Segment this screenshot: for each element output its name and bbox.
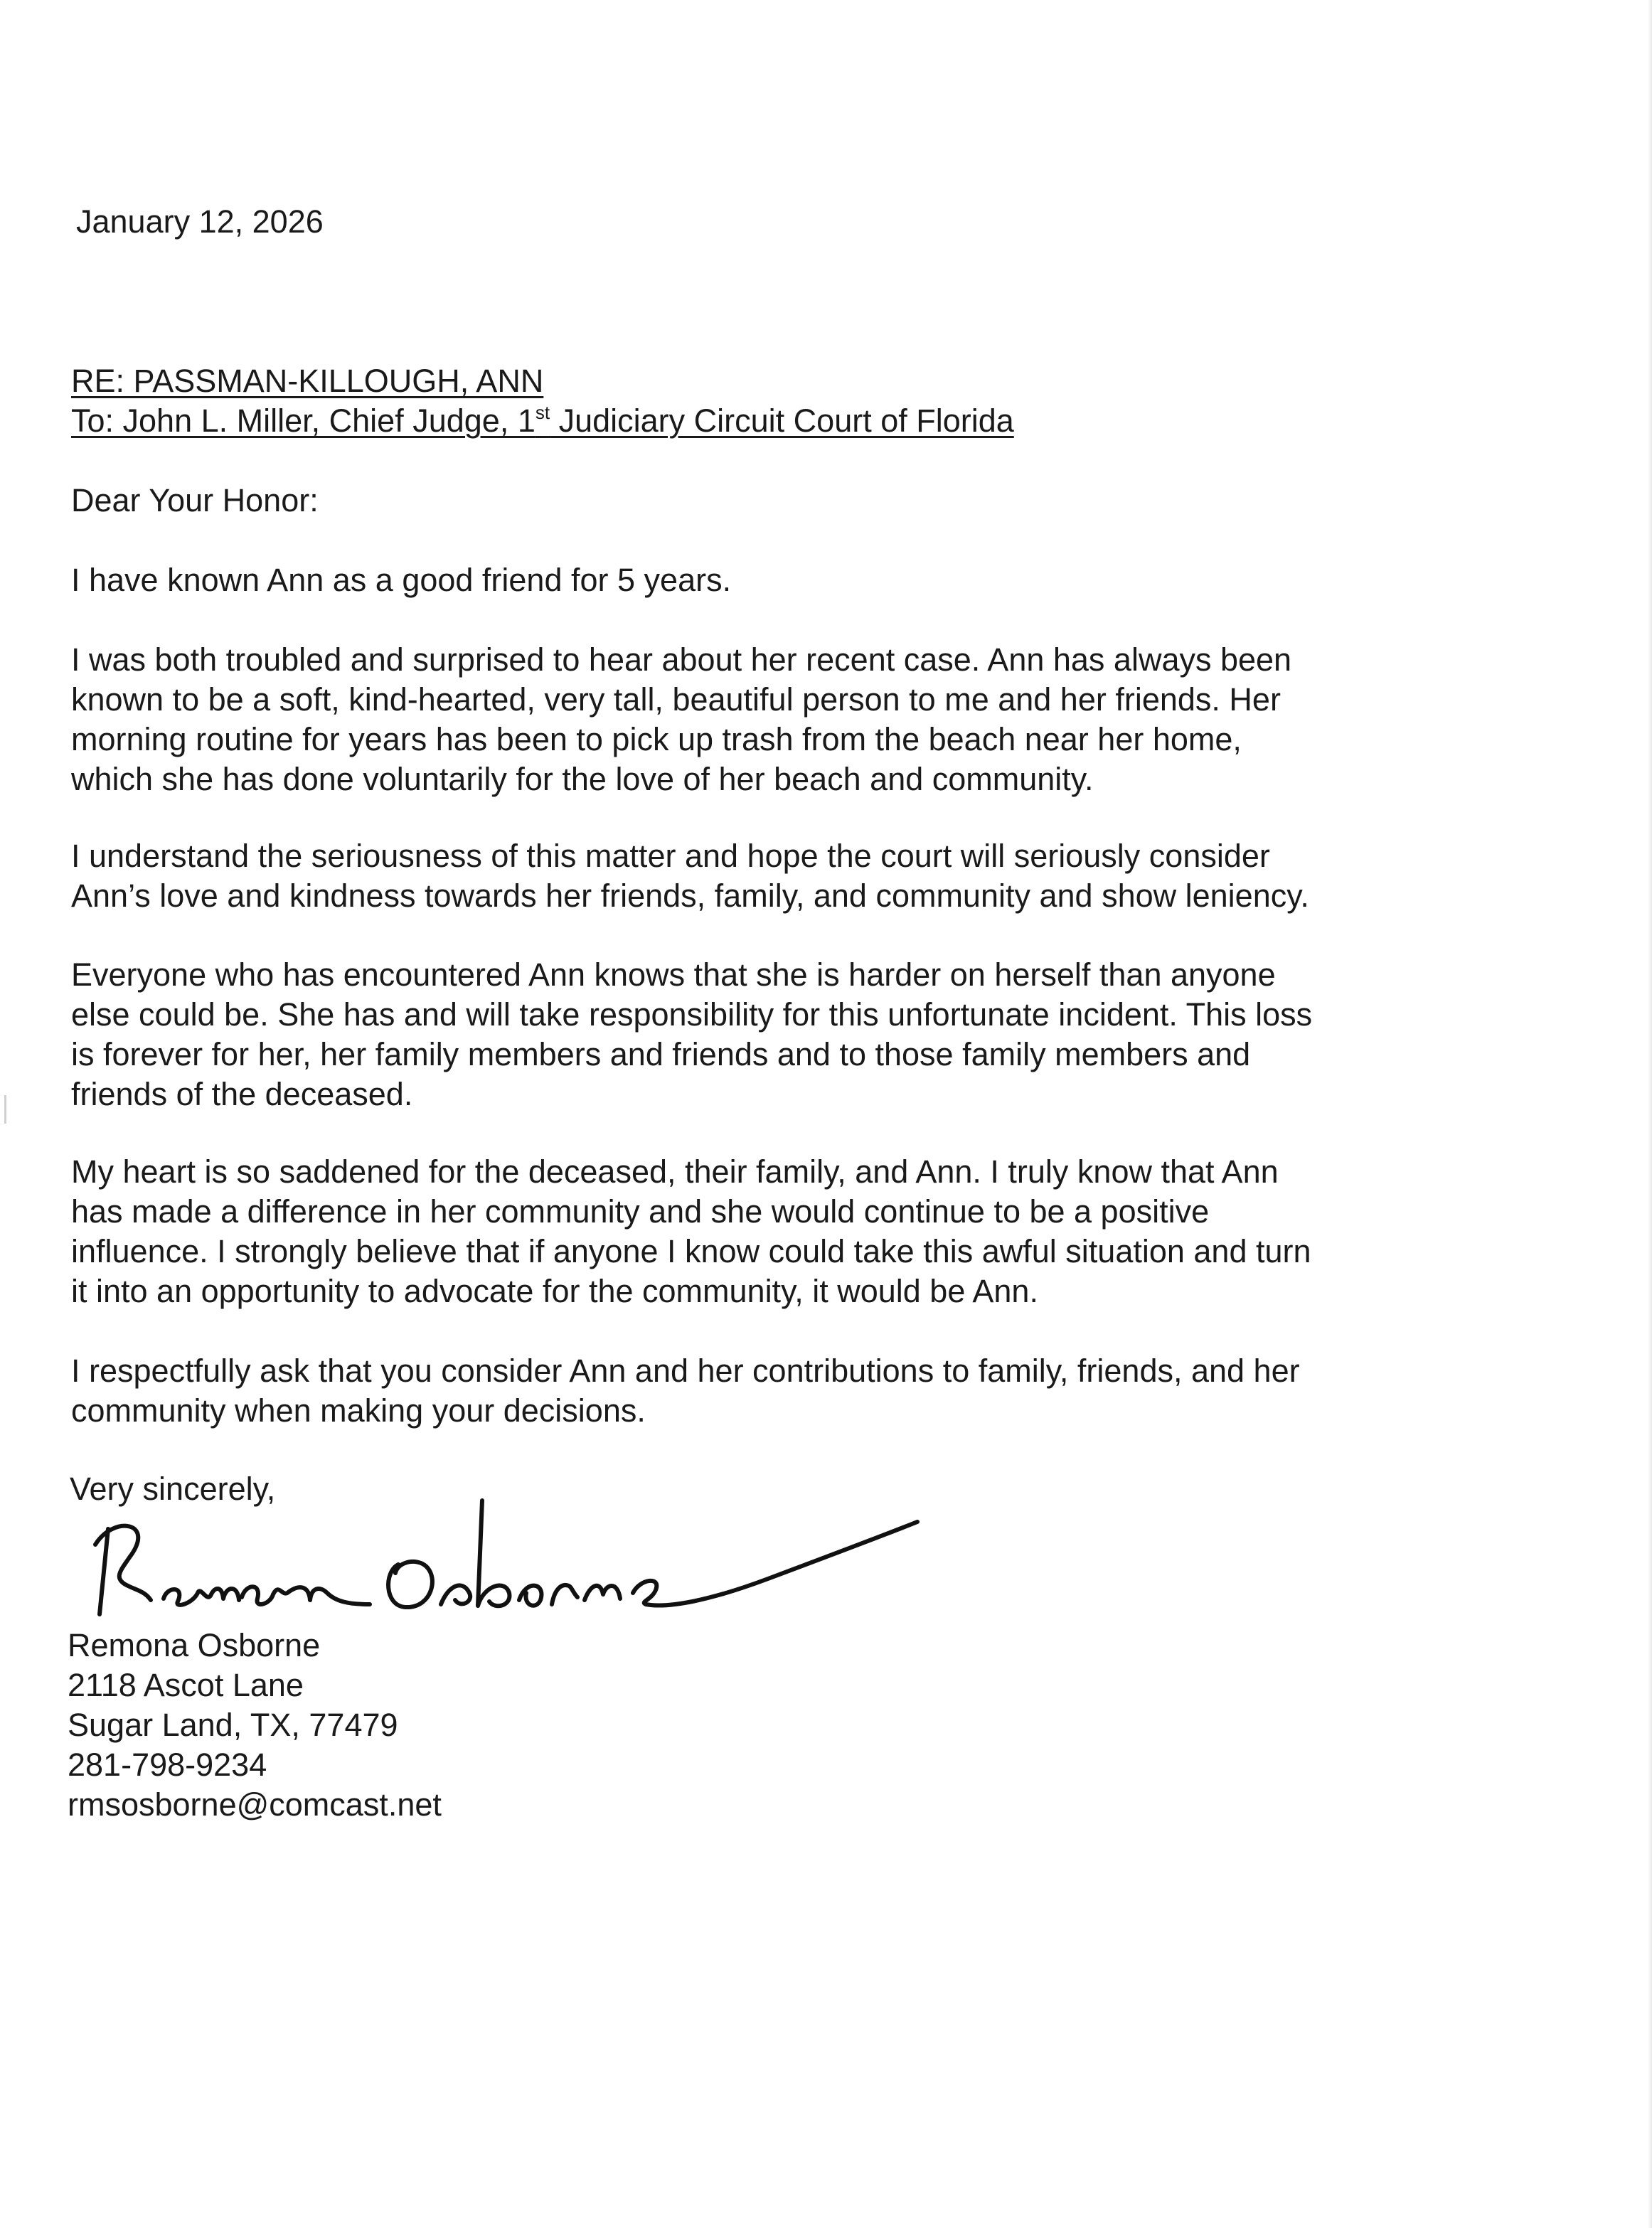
paragraph-line: community when making your decisions. (71, 1392, 646, 1429)
scan-mark (4, 1095, 6, 1124)
paragraph-line: morning routine for years has been to pick up trash from the beach near her home, (71, 721, 1242, 757)
paragraph-line: Ann’s love and kindness towards her friends, family, and community and show leniency. (71, 878, 1309, 914)
paragraph-line: I was both troubled and surprised to hear about her recent case. Ann has always been (71, 641, 1292, 678)
signer-address-line2: Sugar Land, TX, 77479 (68, 1707, 398, 1743)
paragraph-line: influence. I strongly believe that if anyone I know could take this awful situation and turn (71, 1233, 1311, 1269)
paragraph-4 (71, 955, 1312, 1114)
paragraph-3 (71, 836, 1309, 916)
letter-date: January 12, 2026 (76, 203, 324, 240)
paragraph-2 (71, 640, 1291, 799)
re-line: RE: PASSMAN-KILLOUGH, ANN (71, 363, 544, 399)
paragraph-line: I understand the seriousness of this matter and hope the court will seriously consider (71, 838, 1270, 874)
to-line-ordinal: st (535, 402, 550, 423)
paragraph-line: Everyone who has encountered Ann knows that she is harder on herself than anyone (71, 956, 1276, 993)
subject-block (71, 361, 1014, 441)
paragraph-line: else could be. She has and will take responsibility for this unfortunate incident. This loss (71, 996, 1313, 1033)
to-line-start: To: John L. Miller, Chief Judge, 1 (71, 403, 535, 439)
signer-address-line1: 2118 Ascot Lane (68, 1667, 304, 1703)
handwritten-signature (71, 1479, 953, 1629)
paragraph-line: friends of the deceased. (71, 1076, 413, 1112)
signer-name: Remona Osborne (68, 1627, 321, 1663)
signer-contact (68, 1626, 442, 1825)
paragraph-line: it into an opportunity to advocate for the community, it would be Ann. (71, 1273, 1038, 1309)
signer-email: rmsosborne@comcast.net (68, 1786, 442, 1823)
to-line-end: Judiciary Circuit Court of Florida (550, 403, 1014, 439)
paragraph-line: is forever for her, her family members and friends and to those family members and (71, 1036, 1251, 1072)
paragraph-line: which she has done voluntarily for the love of her beach and community. (71, 761, 1094, 797)
salutation: Dear Your Honor: (71, 482, 319, 518)
closing: Very sincerely, (70, 1471, 276, 1507)
signer-phone: 281-798-9234 (68, 1747, 267, 1783)
to-line (71, 401, 1014, 441)
paragraph-6 (71, 1351, 1300, 1431)
paragraph-line: known to be a soft, kind-hearted, very tall, beautiful person to me and her friends. Her (71, 681, 1281, 718)
paragraph-5 (71, 1152, 1311, 1311)
paragraph-line: has made a difference in her community and she would continue to be a positive (71, 1193, 1210, 1230)
paragraph-line: I have known Ann as a good friend for 5 years. (71, 562, 732, 598)
scan-edge (1648, 0, 1652, 2228)
paragraph-line: My heart is so saddened for the deceased, their family, and Ann. I truly know that Ann (71, 1153, 1279, 1190)
paragraph-line: I respectfully ask that you consider Ann and her contributions to family, friends, and her (71, 1353, 1300, 1389)
paragraph-1 (71, 560, 731, 600)
